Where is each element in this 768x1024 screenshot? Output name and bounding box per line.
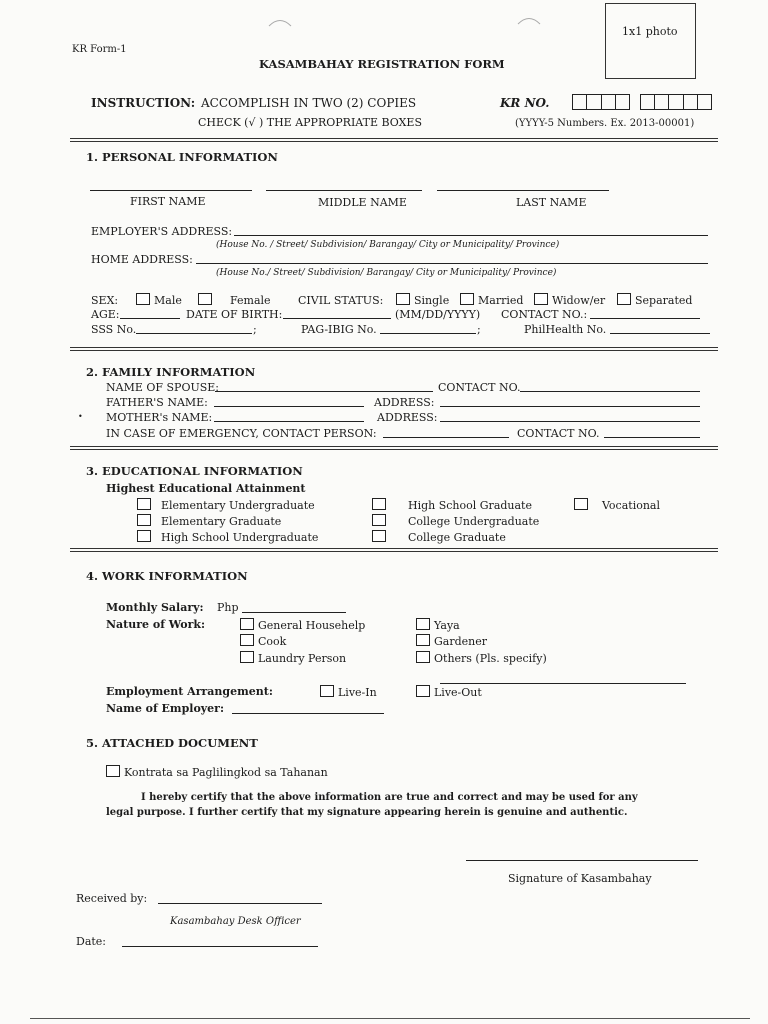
work-option-cook[interactable]: Cook	[240, 634, 286, 648]
salary-label: Monthly Salary:	[106, 601, 204, 614]
work-checkbox[interactable]	[240, 651, 254, 663]
edu-checkbox[interactable]	[574, 498, 588, 510]
middle-name-field[interactable]	[266, 190, 422, 191]
date-field[interactable]	[122, 946, 318, 947]
employer-name-field[interactable]	[232, 713, 384, 714]
education-heading: 3. EDUCATIONAL INFORMATION	[86, 464, 303, 478]
kr-number-boxes[interactable]	[640, 94, 712, 110]
female-checkbox[interactable]	[198, 293, 212, 305]
salary-currency: Php	[217, 601, 239, 614]
married-option[interactable]: Married	[460, 293, 523, 307]
education-subheading: Highest Educational Attainment	[106, 482, 306, 495]
single-checkbox[interactable]	[396, 293, 410, 305]
pagibig-label: PAG-IBIG No.	[301, 323, 377, 336]
edu-checkbox[interactable]	[372, 514, 386, 526]
others-specify-field[interactable]	[440, 683, 686, 684]
philhealth-label: PhilHealth No.	[524, 323, 607, 336]
spouse-contact-label: CONTACT NO.	[438, 381, 521, 394]
work-option-yaya[interactable]: Yaya	[416, 618, 460, 632]
edu-option-college-grad[interactable]: College Graduate	[372, 530, 506, 544]
personal-heading: 1. PERSONAL INFORMATION	[86, 150, 278, 164]
edu-option-hs-grad[interactable]: High School Graduate	[372, 498, 532, 512]
edu-checkbox[interactable]	[372, 530, 386, 542]
mother-field[interactable]	[214, 421, 364, 422]
dob-field[interactable]	[283, 318, 391, 319]
edu-checkbox[interactable]	[372, 498, 386, 510]
pagibig-separator: ;	[477, 323, 481, 336]
spouse-contact-field[interactable]	[520, 391, 700, 392]
edu-option-elem-grad[interactable]: Elementary Graduate	[137, 514, 281, 528]
edu-option-elem-undergrad[interactable]: Elementary Undergraduate	[137, 498, 315, 512]
certification-line-2: legal purpose. I further certify that my signature appearing herein is genuine and authentic.	[106, 807, 628, 818]
father-field[interactable]	[214, 406, 364, 407]
work-checkbox[interactable]	[416, 651, 430, 663]
margin-dot: •	[78, 412, 83, 421]
sss-separator: ;	[253, 323, 257, 336]
father-label: FATHER'S NAME:	[106, 396, 208, 409]
edu-option-hs-undergrad[interactable]: High School Undergraduate	[137, 530, 318, 544]
received-by-label: Received by:	[76, 892, 148, 905]
age-label: AGE:	[91, 308, 120, 321]
home-address-field[interactable]	[196, 263, 708, 264]
photo-label: 1x1 photo	[622, 25, 678, 38]
live-out-option[interactable]: Live-Out	[416, 685, 482, 699]
work-option-laundry[interactable]: Laundry Person	[240, 651, 346, 665]
emergency-contact-label: CONTACT NO.	[517, 427, 600, 440]
male-option[interactable]: Male	[136, 293, 182, 307]
edu-checkbox[interactable]	[137, 498, 151, 510]
contact-no-label: CONTACT NO.:	[501, 308, 588, 321]
work-heading: 4. WORK INFORMATION	[86, 569, 248, 583]
employer-name-label: Name of Employer:	[106, 702, 225, 715]
bottom-edge-line	[30, 1018, 750, 1019]
salary-field[interactable]	[242, 612, 346, 613]
emergency-label: IN CASE OF EMERGENCY, CONTACT PERSON:	[106, 427, 377, 440]
date-label: Date:	[76, 935, 107, 948]
edu-option-vocational[interactable]: Vocational	[574, 498, 660, 512]
home-address-hint: (House No./ Street/ Subdivision/ Barangay/ City or Municipality/ Province)	[216, 268, 557, 278]
check-instruction: CHECK (√ ) THE APPROPRIATE BOXES	[198, 116, 423, 129]
spouse-field[interactable]	[215, 391, 433, 392]
kr-format-hint: (YYYY-5 Numbers. Ex. 2013-00001)	[515, 118, 695, 129]
arrangement-label: Employment Arrangement:	[106, 685, 273, 698]
sss-field[interactable]	[136, 333, 252, 334]
divider	[70, 446, 718, 450]
live-out-checkbox[interactable]	[416, 685, 430, 697]
father-address-label: ADDRESS:	[374, 396, 435, 409]
emergency-field[interactable]	[383, 437, 509, 438]
desk-officer-label: Kasambahay Desk Officer	[170, 916, 301, 927]
form-id: KR Form-1	[72, 44, 127, 55]
edu-checkbox[interactable]	[137, 530, 151, 542]
single-option[interactable]: Single	[396, 293, 449, 307]
mother-address-label: ADDRESS:	[377, 411, 438, 424]
live-in-option[interactable]: Live-In	[320, 685, 377, 699]
kontrata-checkbox[interactable]	[106, 765, 120, 777]
first-name-field[interactable]	[90, 190, 252, 191]
work-option-gardener[interactable]: Gardener	[416, 634, 487, 648]
work-checkbox[interactable]	[416, 618, 430, 630]
divider	[70, 138, 718, 142]
dob-label: DATE OF BIRTH:	[186, 308, 283, 321]
widow-option[interactable]: Widow/er	[534, 293, 605, 307]
punch-hole-left	[265, 14, 295, 28]
form-title: KASAMBAHAY REGISTRATION FORM	[259, 57, 505, 71]
edu-option-college-undergrad[interactable]: College Undergraduate	[372, 514, 539, 528]
divider	[70, 548, 718, 552]
edu-checkbox[interactable]	[137, 514, 151, 526]
divider	[70, 347, 718, 351]
first-name-label: FIRST NAME	[130, 195, 206, 208]
live-in-checkbox[interactable]	[320, 685, 334, 697]
philhealth-field[interactable]	[610, 333, 710, 334]
work-option-others[interactable]: Others (Pls. specify)	[416, 651, 547, 665]
nature-label: Nature of Work:	[106, 618, 206, 631]
photo-box[interactable]	[605, 3, 696, 79]
certification-line-1: I hereby certify that the above information are true and correct and may be used for any	[141, 792, 638, 803]
work-checkbox[interactable]	[240, 634, 254, 646]
kr-year-boxes[interactable]	[572, 94, 630, 110]
family-heading: 2. FAMILY INFORMATION	[86, 365, 256, 379]
separated-checkbox[interactable]	[617, 293, 631, 305]
received-by-field[interactable]	[158, 903, 322, 904]
married-checkbox[interactable]	[460, 293, 474, 305]
instruction-text: ACCOMPLISH IN TWO (2) COPIES	[201, 96, 417, 110]
spouse-label: NAME OF SPOUSE:	[106, 381, 220, 394]
employer-address-hint: (House No. / Street/ Subdivision/ Barangay/ City or Municipality/ Province)	[216, 240, 560, 250]
last-name-label: LAST NAME	[516, 196, 587, 209]
last-name-field[interactable]	[437, 190, 609, 191]
sex-label: SEX:	[91, 294, 119, 307]
civil-status-label: CIVIL STATUS:	[298, 294, 384, 307]
kontrata-option[interactable]: Kontrata sa Paglilingkod sa Tahanan	[106, 765, 328, 779]
punch-hole-right	[514, 12, 544, 26]
emergency-contact-field[interactable]	[604, 437, 700, 438]
contact-no-field[interactable]	[590, 318, 700, 319]
work-checkbox[interactable]	[416, 634, 430, 646]
mother-address-field[interactable]	[440, 421, 700, 422]
age-field[interactable]	[120, 318, 180, 319]
work-option-general[interactable]: General Househelp	[240, 618, 365, 632]
signature-label: Signature of Kasambahay	[508, 872, 652, 885]
male-checkbox[interactable]	[136, 293, 150, 305]
separated-option[interactable]: Separated	[617, 293, 692, 307]
home-address-label: HOME ADDRESS:	[91, 253, 193, 266]
employer-address-field[interactable]	[234, 235, 708, 236]
work-checkbox[interactable]	[240, 618, 254, 630]
signature-field[interactable]	[466, 860, 698, 861]
dob-format: (MM/DD/YYYY)	[395, 308, 481, 321]
attached-heading: 5. ATTACHED DOCUMENT	[86, 736, 258, 750]
female-option[interactable]: Female	[198, 293, 271, 307]
father-address-field[interactable]	[440, 406, 700, 407]
pagibig-field[interactable]	[380, 333, 476, 334]
widow-checkbox[interactable]	[534, 293, 548, 305]
middle-name-label: MIDDLE NAME	[318, 196, 407, 209]
employer-address-label: EMPLOYER'S ADDRESS:	[91, 225, 233, 238]
kr-no-label: KR NO.	[500, 96, 550, 110]
sss-label: SSS No.	[91, 323, 137, 336]
instruction-label: INSTRUCTION:	[91, 96, 196, 110]
mother-label: MOTHER's NAME:	[106, 411, 213, 424]
